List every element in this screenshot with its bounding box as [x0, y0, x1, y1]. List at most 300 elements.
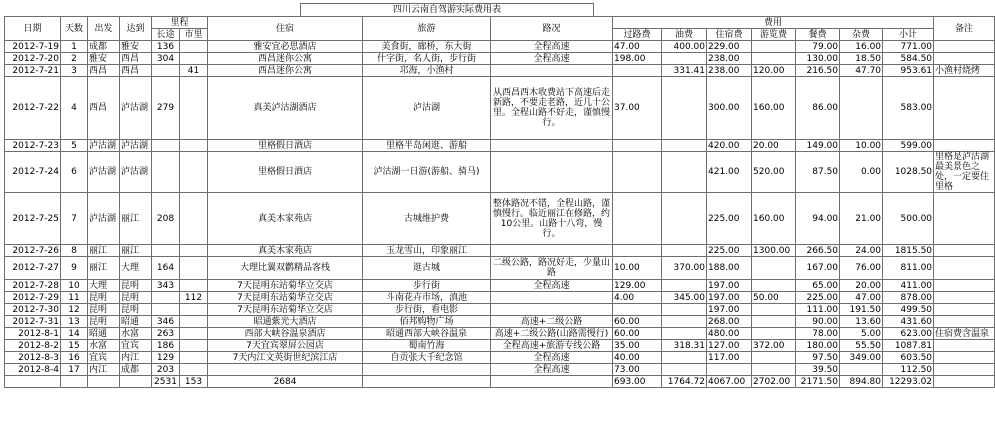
cell-sub[interactable]: 953.61 — [883, 65, 934, 77]
cell-date[interactable]: 2012-7-24 — [5, 152, 61, 193]
cell[interactable] — [61, 376, 88, 388]
cell-to[interactable]: 泸沽湖 — [120, 152, 152, 193]
cell-fuel[interactable]: 400.00 — [662, 41, 707, 53]
cell-meal[interactable]: 149.00 — [796, 140, 840, 152]
cell-day[interactable]: 14 — [61, 328, 88, 340]
header-costs[interactable]: 费用 — [613, 17, 934, 29]
cell-toll[interactable]: 198.00 — [613, 53, 662, 65]
cell-note[interactable] — [934, 340, 995, 352]
cell-long[interactable]: 346 — [152, 316, 180, 328]
cell-tour[interactable]: 古城维护费 — [363, 193, 491, 245]
cell-tourfee[interactable]: 160.00 — [752, 193, 796, 245]
cell-long[interactable]: 304 — [152, 53, 180, 65]
cell-date[interactable]: 2012-7-27 — [5, 257, 61, 280]
total-lodging[interactable]: 2684 — [208, 376, 363, 388]
cell-date[interactable]: 2012-7-20 — [5, 53, 61, 65]
cell-city[interactable] — [180, 193, 208, 245]
cell-tourfee[interactable] — [752, 352, 796, 364]
cell-meal[interactable]: 266.50 — [796, 245, 840, 257]
cell-lodging[interactable]: 7天昆明东站菊华立交店 — [208, 280, 363, 292]
cell-lodging[interactable]: 7天内江文英街世纪滨江店 — [208, 352, 363, 364]
cell-city[interactable] — [180, 77, 208, 140]
cell-sub[interactable]: 811.00 — [883, 257, 934, 280]
cell-date[interactable]: 2012-7-25 — [5, 193, 61, 245]
cell-city[interactable] — [180, 152, 208, 193]
cell-tourfee[interactable] — [752, 364, 796, 376]
cell-tourfee[interactable] — [752, 257, 796, 280]
cell-date[interactable]: 2012-8-1 — [5, 328, 61, 340]
cell-fuel[interactable] — [662, 245, 707, 257]
cell-road[interactable]: 全程高速 — [491, 364, 613, 376]
cell-day[interactable]: 10 — [61, 280, 88, 292]
header-lodging[interactable]: 住宿 — [208, 17, 363, 41]
cell-city[interactable] — [180, 245, 208, 257]
cell-sub[interactable]: 603.50 — [883, 352, 934, 364]
cell-to[interactable]: 成都 — [120, 364, 152, 376]
cell-hotel[interactable]: 229.00 — [707, 41, 752, 53]
cell-toll[interactable]: 60.00 — [613, 328, 662, 340]
cell-toll[interactable]: 129.00 — [613, 280, 662, 292]
cell-day[interactable]: 2 — [61, 53, 88, 65]
cell-meal[interactable]: 216.50 — [796, 65, 840, 77]
cell[interactable] — [88, 376, 120, 388]
cell-day[interactable]: 8 — [61, 245, 88, 257]
cell[interactable] — [491, 376, 613, 388]
cell-meal[interactable]: 90.00 — [796, 316, 840, 328]
cell-fuel[interactable] — [662, 304, 707, 316]
cell-from[interactable]: 丽江 — [88, 257, 120, 280]
cell-fuel[interactable] — [662, 140, 707, 152]
cell-note[interactable]: 里格是泸沽湖最美景色之处，一定要住里格 — [934, 152, 995, 193]
cell-to[interactable]: 丽江 — [120, 245, 152, 257]
cell-tour[interactable]: 什字街，名人街，步行街 — [363, 53, 491, 65]
cell-lodging[interactable]: 雅安宜必思酒店 — [208, 41, 363, 53]
total-meal[interactable]: 2171.50 — [796, 376, 840, 388]
cell-road[interactable]: 全程高速 — [491, 41, 613, 53]
cell-hotel[interactable]: 225.00 — [707, 245, 752, 257]
cell-lodging[interactable]: 大理比翼双鹳精品客栈 — [208, 257, 363, 280]
cell-note[interactable] — [934, 53, 995, 65]
cell-lodging[interactable]: 西部大峡谷温泉酒店 — [208, 328, 363, 340]
cell-tourfee[interactable] — [752, 304, 796, 316]
cell[interactable] — [5, 376, 61, 388]
cell-hotel[interactable]: 225.00 — [707, 193, 752, 245]
cell-sub[interactable]: 411.00 — [883, 280, 934, 292]
cell-note[interactable] — [934, 292, 995, 304]
cell-misc[interactable]: 10.00 — [840, 140, 883, 152]
cell[interactable] — [120, 376, 152, 388]
cell-city[interactable] — [180, 140, 208, 152]
cell-to[interactable]: 宜宾 — [120, 340, 152, 352]
cell-fuel[interactable]: 345.00 — [662, 292, 707, 304]
header-tour[interactable]: 旅游 — [363, 17, 491, 41]
cell-sub[interactable]: 771.00 — [883, 41, 934, 53]
cell-to[interactable]: 水富 — [120, 328, 152, 340]
cell-misc[interactable] — [840, 77, 883, 140]
header-long-dist[interactable]: 长途 — [152, 29, 180, 41]
cell-long[interactable]: 203 — [152, 364, 180, 376]
cell-sub[interactable]: 1028.50 — [883, 152, 934, 193]
cell-tour[interactable]: 泸沽湖 — [363, 77, 491, 140]
cell-tourfee[interactable]: 520.00 — [752, 152, 796, 193]
cell-misc[interactable]: 13.60 — [840, 316, 883, 328]
cell-to[interactable]: 泸沽湖 — [120, 140, 152, 152]
cell-toll[interactable]: 60.00 — [613, 316, 662, 328]
cell-misc[interactable]: 349.00 — [840, 352, 883, 364]
cell-hotel[interactable]: 197.00 — [707, 292, 752, 304]
header-misc-fee[interactable]: 杂费 — [840, 29, 883, 41]
cell-hotel[interactable]: 197.00 — [707, 280, 752, 292]
cell-to[interactable]: 大理 — [120, 257, 152, 280]
cell-day[interactable]: 15 — [61, 340, 88, 352]
cell-city[interactable] — [180, 352, 208, 364]
cell-to[interactable]: 昭通 — [120, 316, 152, 328]
cell-hotel[interactable]: 420.00 — [707, 140, 752, 152]
total-toll[interactable]: 693.00 — [613, 376, 662, 388]
cell-date[interactable]: 2012-7-29 — [5, 292, 61, 304]
cell-hotel[interactable]: 117.00 — [707, 352, 752, 364]
cell-sub[interactable]: 583.00 — [883, 77, 934, 140]
header-from[interactable]: 出发 — [88, 17, 120, 41]
cell-toll[interactable]: 4.00 — [613, 292, 662, 304]
header-date[interactable]: 日期 — [5, 17, 61, 41]
cell-misc[interactable]: 76.00 — [840, 257, 883, 280]
header-city-dist[interactable]: 市里 — [180, 29, 208, 41]
cell-lodging[interactable]: 西昌迷你公寓 — [208, 65, 363, 77]
cell-day[interactable]: 9 — [61, 257, 88, 280]
cell-tourfee[interactable]: 20.00 — [752, 140, 796, 152]
header-hotel-fee[interactable]: 住宿费 — [707, 29, 752, 41]
cell-meal[interactable]: 180.00 — [796, 340, 840, 352]
cell-long[interactable]: 208 — [152, 193, 180, 245]
cell-tour[interactable]: 步行街 — [363, 280, 491, 292]
cell-lodging[interactable]: 真美泸沽湖酒店 — [208, 77, 363, 140]
header-to[interactable]: 达到 — [120, 17, 152, 41]
cell-toll[interactable] — [613, 304, 662, 316]
cell-day[interactable]: 11 — [61, 292, 88, 304]
cell-from[interactable]: 泸沽湖 — [88, 140, 120, 152]
cell-date[interactable]: 2012-7-31 — [5, 316, 61, 328]
cell-misc[interactable]: 47.70 — [840, 65, 883, 77]
cell-tourfee[interactable] — [752, 41, 796, 53]
cell-misc[interactable]: 191.50 — [840, 304, 883, 316]
cell-from[interactable]: 西昌 — [88, 65, 120, 77]
cell-to[interactable]: 泸沽湖 — [120, 77, 152, 140]
cell-to[interactable]: 西昌 — [120, 53, 152, 65]
cell-long[interactable]: 164 — [152, 257, 180, 280]
cell-road[interactable]: 整体路况不错，全程山路，谨慎慢行。临近丽江在修路，约10公里。山路十八弯，慢行。 — [491, 193, 613, 245]
cell-toll[interactable]: 73.00 — [613, 364, 662, 376]
cell-long[interactable]: 263 — [152, 328, 180, 340]
cell-lodging[interactable]: 7天宜宾翠屏公园店 — [208, 340, 363, 352]
cell-toll[interactable]: 47.00 — [613, 41, 662, 53]
cell-to[interactable]: 西昌 — [120, 65, 152, 77]
cell-toll[interactable]: 37.00 — [613, 77, 662, 140]
cell-misc[interactable]: 5.00 — [840, 328, 883, 340]
cell-from[interactable]: 成都 — [88, 41, 120, 53]
total-hotel[interactable]: 4067.00 — [707, 376, 752, 388]
cell-fuel[interactable]: 331.41 — [662, 65, 707, 77]
cell-long[interactable] — [152, 140, 180, 152]
header-tour-fee[interactable]: 游览费 — [752, 29, 796, 41]
cell-meal[interactable]: 78.00 — [796, 328, 840, 340]
total-misc[interactable]: 894.80 — [840, 376, 883, 388]
cell-misc[interactable]: 47.00 — [840, 292, 883, 304]
cell-tourfee[interactable] — [752, 316, 796, 328]
cell-fuel[interactable] — [662, 152, 707, 193]
cell-lodging[interactable]: 7天昆明东站菊华立交店 — [208, 292, 363, 304]
cell-road[interactable]: 高速+二级公路 — [491, 316, 613, 328]
cell-sub[interactable]: 623.00 — [883, 328, 934, 340]
cell-sub[interactable]: 878.00 — [883, 292, 934, 304]
cell-note[interactable] — [934, 41, 995, 53]
cell-date[interactable]: 2012-8-2 — [5, 340, 61, 352]
cell-fuel[interactable] — [662, 364, 707, 376]
cell-toll[interactable]: 40.00 — [613, 352, 662, 364]
cell-from[interactable]: 昆明 — [88, 304, 120, 316]
cell-note[interactable]: 小渔村烧烤 — [934, 65, 995, 77]
cell-road[interactable]: 全程高速 — [491, 53, 613, 65]
cell-meal[interactable]: 87.50 — [796, 152, 840, 193]
cell-meal[interactable]: 97.50 — [796, 352, 840, 364]
cell-road[interactable] — [491, 152, 613, 193]
cell-hotel[interactable]: 188.00 — [707, 257, 752, 280]
header-note[interactable]: 备注 — [934, 17, 995, 41]
cell-date[interactable]: 2012-7-26 — [5, 245, 61, 257]
cell-long[interactable]: 186 — [152, 340, 180, 352]
cell-hotel[interactable]: 238.00 — [707, 65, 752, 77]
cell-date[interactable]: 2012-7-23 — [5, 140, 61, 152]
cell-day[interactable]: 4 — [61, 77, 88, 140]
cell-misc[interactable]: 55.50 — [840, 340, 883, 352]
cell-from[interactable]: 水富 — [88, 340, 120, 352]
cell[interactable] — [934, 376, 995, 388]
cell[interactable] — [363, 376, 491, 388]
cell-tour[interactable]: 步行街，看电影 — [363, 304, 491, 316]
cell-hotel[interactable]: 421.00 — [707, 152, 752, 193]
cell-note[interactable]: 住宿费含温泉 — [934, 328, 995, 340]
cell-note[interactable] — [934, 304, 995, 316]
cell-city[interactable]: 41 — [180, 65, 208, 77]
cell-meal[interactable]: 111.00 — [796, 304, 840, 316]
cell-misc[interactable]: 18.50 — [840, 53, 883, 65]
cell-road[interactable] — [491, 245, 613, 257]
cell-from[interactable]: 泸沽湖 — [88, 193, 120, 245]
cell-date[interactable]: 2012-7-28 — [5, 280, 61, 292]
cell-tour[interactable]: 邛海，小渔村 — [363, 65, 491, 77]
cell-day[interactable]: 1 — [61, 41, 88, 53]
cell-meal[interactable]: 86.00 — [796, 77, 840, 140]
cell-long[interactable]: 343 — [152, 280, 180, 292]
cell-day[interactable]: 13 — [61, 316, 88, 328]
total-subtotal[interactable]: 12293.02 — [883, 376, 934, 388]
cell-day[interactable]: 7 — [61, 193, 88, 245]
cell-long[interactable] — [152, 292, 180, 304]
cell-hotel[interactable]: 127.00 — [707, 340, 752, 352]
cell-tour[interactable]: 佰邦购物广场 — [363, 316, 491, 328]
cell-from[interactable]: 昭通 — [88, 328, 120, 340]
header-toll[interactable]: 过路费 — [613, 29, 662, 41]
cell-meal[interactable]: 130.00 — [796, 53, 840, 65]
cell-tourfee[interactable]: 1300.00 — [752, 245, 796, 257]
cell-city[interactable]: 112 — [180, 292, 208, 304]
cell-tour[interactable]: 玉龙雪山，印象丽江 — [363, 245, 491, 257]
cell-day[interactable]: 6 — [61, 152, 88, 193]
cell-tourfee[interactable]: 120.00 — [752, 65, 796, 77]
cell-to[interactable]: 昆明 — [120, 292, 152, 304]
cell-note[interactable] — [934, 316, 995, 328]
cell-misc[interactable]: 21.00 — [840, 193, 883, 245]
cell-sub[interactable]: 499.50 — [883, 304, 934, 316]
cell-misc[interactable]: 24.00 — [840, 245, 883, 257]
cell-date[interactable]: 2012-8-3 — [5, 352, 61, 364]
cell-hotel[interactable]: 480.00 — [707, 328, 752, 340]
cell-sub[interactable]: 431.60 — [883, 316, 934, 328]
total-city[interactable]: 153 — [180, 376, 208, 388]
cell-day[interactable]: 17 — [61, 364, 88, 376]
cell-long[interactable]: 136 — [152, 41, 180, 53]
cell-fuel[interactable] — [662, 77, 707, 140]
cell-tour[interactable]: 逛古城 — [363, 257, 491, 280]
cell-toll[interactable] — [613, 152, 662, 193]
cell-tourfee[interactable] — [752, 53, 796, 65]
header-subtotal[interactable]: 小计 — [883, 29, 934, 41]
cell-from[interactable]: 雅安 — [88, 53, 120, 65]
cell-meal[interactable]: 225.00 — [796, 292, 840, 304]
cell-day[interactable]: 5 — [61, 140, 88, 152]
cell-lodging[interactable]: 真美木家苑店 — [208, 245, 363, 257]
cell-meal[interactable]: 65.00 — [796, 280, 840, 292]
cell-date[interactable]: 2012-8-4 — [5, 364, 61, 376]
cell-tourfee[interactable]: 372.00 — [752, 340, 796, 352]
cell-tourfee[interactable]: 160.00 — [752, 77, 796, 140]
cell-city[interactable] — [180, 304, 208, 316]
cell-meal[interactable]: 79.00 — [796, 41, 840, 53]
cell-note[interactable] — [934, 280, 995, 292]
cell-lodging[interactable]: 里格假日酒店 — [208, 152, 363, 193]
cell-hotel[interactable]: 197.00 — [707, 304, 752, 316]
cell-from[interactable]: 泸沽湖 — [88, 152, 120, 193]
cell-long[interactable] — [152, 152, 180, 193]
cell-road[interactable]: 全程高速 — [491, 280, 613, 292]
cell-fuel[interactable] — [662, 53, 707, 65]
cell-fuel[interactable]: 370.00 — [662, 257, 707, 280]
cell-tourfee[interactable] — [752, 328, 796, 340]
cell-road[interactable] — [491, 292, 613, 304]
total-fuel[interactable]: 1764.72 — [662, 376, 707, 388]
cell-city[interactable] — [180, 280, 208, 292]
cell-road[interactable]: 高速+二级公路(山路需慢行) — [491, 328, 613, 340]
cell-tour[interactable]: 美食街，廊桥，东大街 — [363, 41, 491, 53]
cell-lodging[interactable]: 7天昆明东站菊华立交店 — [208, 304, 363, 316]
cell-sub[interactable]: 1815.50 — [883, 245, 934, 257]
cell-note[interactable] — [934, 77, 995, 140]
header-road[interactable]: 路况 — [491, 17, 613, 41]
cell-hotel[interactable]: 268.00 — [707, 316, 752, 328]
cell-to[interactable]: 丽江 — [120, 193, 152, 245]
cell-note[interactable] — [934, 257, 995, 280]
cell-date[interactable]: 2012-7-30 — [5, 304, 61, 316]
cell-sub[interactable]: 599.00 — [883, 140, 934, 152]
cell-note[interactable] — [934, 364, 995, 376]
cell-sub[interactable]: 112.50 — [883, 364, 934, 376]
cell-tour[interactable]: 斗南花卉市场，滇池 — [363, 292, 491, 304]
cell-city[interactable] — [180, 257, 208, 280]
cell-road[interactable]: 全程高速 — [491, 352, 613, 364]
cell-lodging[interactable]: 真美木家苑店 — [208, 193, 363, 245]
cell-tourfee[interactable] — [752, 280, 796, 292]
cell-long[interactable] — [152, 304, 180, 316]
cell-meal[interactable]: 167.00 — [796, 257, 840, 280]
cell-city[interactable] — [180, 364, 208, 376]
cell-meal[interactable]: 94.00 — [796, 193, 840, 245]
cell-tour[interactable] — [363, 364, 491, 376]
cell-city[interactable] — [180, 340, 208, 352]
cell-road[interactable] — [491, 65, 613, 77]
cell-hotel[interactable]: 300.00 — [707, 77, 752, 140]
total-tour-fee[interactable]: 2702.00 — [752, 376, 796, 388]
cell-hotel[interactable] — [707, 364, 752, 376]
cell-sub[interactable]: 584.50 — [883, 53, 934, 65]
cell-long[interactable] — [152, 245, 180, 257]
cell-road[interactable]: 全程高速+旅游专线公路 — [491, 340, 613, 352]
cell-misc[interactable]: 16.00 — [840, 41, 883, 53]
cell-tour[interactable]: 泸沽湖一日游(游船、骑马) — [363, 152, 491, 193]
cell-meal[interactable]: 39.50 — [796, 364, 840, 376]
cell-note[interactable] — [934, 245, 995, 257]
cell-lodging[interactable]: 昭通紫光大酒店 — [208, 316, 363, 328]
cell-lodging[interactable] — [208, 364, 363, 376]
cell-road[interactable]: 二级公路，路况好走，少量山路 — [491, 257, 613, 280]
header-meal-fee[interactable]: 餐费 — [796, 29, 840, 41]
cell-long[interactable]: 279 — [152, 77, 180, 140]
cell-from[interactable]: 宜宾 — [88, 352, 120, 364]
cell-sub[interactable]: 500.00 — [883, 193, 934, 245]
cell-to[interactable]: 昆明 — [120, 280, 152, 292]
cell-road[interactable]: 从西昌西木收费站下高速后走新路，不要走老路，近几十公里。全程山路不好走，谨慎慢行。 — [491, 77, 613, 140]
cell-to[interactable]: 内江 — [120, 352, 152, 364]
cell-long[interactable]: 129 — [152, 352, 180, 364]
cell-toll[interactable] — [613, 193, 662, 245]
cell-toll[interactable] — [613, 245, 662, 257]
cell-day[interactable]: 3 — [61, 65, 88, 77]
cell-from[interactable]: 昆明 — [88, 316, 120, 328]
cell-to[interactable]: 雅安 — [120, 41, 152, 53]
cell-note[interactable] — [934, 352, 995, 364]
cell-toll[interactable] — [613, 65, 662, 77]
cell-lodging[interactable]: 西昌迷你公寓 — [208, 53, 363, 65]
cell-misc[interactable]: 0.00 — [840, 152, 883, 193]
cell-from[interactable]: 丽江 — [88, 245, 120, 257]
cell-tour[interactable]: 自贡张大千纪念馆 — [363, 352, 491, 364]
cell-fuel[interactable] — [662, 316, 707, 328]
cell-date[interactable]: 2012-7-21 — [5, 65, 61, 77]
cell-fuel[interactable] — [662, 193, 707, 245]
cell-lodging[interactable]: 里格假日酒店 — [208, 140, 363, 152]
cell-toll[interactable] — [613, 140, 662, 152]
cell-day[interactable]: 16 — [61, 352, 88, 364]
cell-long[interactable] — [152, 65, 180, 77]
cell-city[interactable] — [180, 53, 208, 65]
cell-fuel[interactable] — [662, 328, 707, 340]
cell-misc[interactable] — [840, 364, 883, 376]
cell-hotel[interactable]: 238.00 — [707, 53, 752, 65]
cell-road[interactable] — [491, 304, 613, 316]
cell-from[interactable]: 昆明 — [88, 292, 120, 304]
cell-sub[interactable]: 1087.81 — [883, 340, 934, 352]
cell-from[interactable]: 内江 — [88, 364, 120, 376]
header-fuel[interactable]: 油费 — [662, 29, 707, 41]
